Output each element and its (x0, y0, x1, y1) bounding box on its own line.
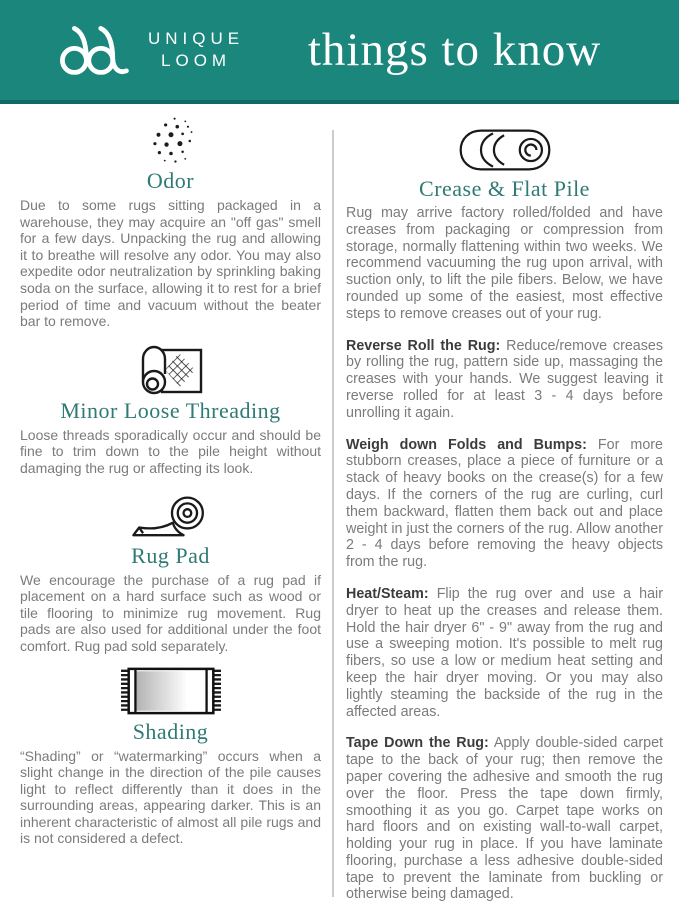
rolled-rug-side-icon (452, 126, 558, 174)
rug-pad-body: We encourage the purchase of a rug pad if placement on a hard surface such as wood or tile flooring to minimize rug movement. Rug pads are also used for additional under the foot comfort. Rug pad sold separately. (20, 571, 321, 654)
crease-flat-pile-section (346, 126, 663, 323)
odor-section (20, 116, 321, 330)
loose-threading-heading: Minor Loose Threading (60, 397, 281, 423)
shading-body: “Shading” or “watermarking” occurs when a slight change in the direction of the pile causes light to reflect differently than it does in the surrounding areas, appearing darker. This is an inherent characteristic of almost all pile rugs and is not considered a defect. (20, 747, 321, 847)
left-column (20, 116, 321, 903)
tip-reverse-roll (346, 338, 663, 422)
odor-dots-icon (143, 116, 199, 166)
shading-section (20, 665, 321, 848)
shaded-rug-icon (121, 665, 221, 717)
tip-weigh-down-label: Weigh down Folds and Bumps: (346, 436, 587, 453)
brand-line1: UNIQUE (148, 28, 245, 48)
tip-weigh-down (346, 437, 663, 571)
rolled-rug-crosshatch-icon (134, 340, 208, 396)
tip-reverse-roll-body: Reduce/remove creases by rolling the rug, pattern side up, massaging the creases with your hands. We suggest leaving it reverse rolled for at least 3 - 4 days before unrolling it again. (346, 337, 663, 421)
crease-flat-pile-body: Rug may arrive factory rolled/folded and have creases from packaging or compression from storage, normally flattening within two weeks. We recommend vacuuming the rug upon arrival, with suction only, to lift the pile fibers. Below, we have rounded up some of the easiest, most effective steps to remove creases out of your rug. (346, 205, 663, 322)
shading-heading: Shading (132, 718, 209, 744)
odor-heading: Odor (146, 168, 195, 193)
loose-threading-body: Loose threads sporadically occur and should be fine to trim down to the pile height without damaging the rug or affecting its look. (20, 426, 321, 476)
brand-line2: LOOM (161, 51, 232, 70)
tip-tape-down-label: Tape Down the Rug: (346, 735, 489, 752)
loose-threading-section (20, 340, 321, 477)
rug-pad-section (20, 487, 321, 655)
brand-name (148, 28, 244, 72)
unique-loom-logo-icon (56, 21, 136, 79)
tip-heat-steam-label: Heat/Steam: (346, 585, 429, 602)
page-title: things to know (307, 24, 602, 76)
brand-logo (56, 21, 244, 79)
odor-body: Due to some rugs sitting packaged in a warehouse, they may acquire an "off gas" smell for a few days. Unpacking the rug and allowing it to breathe will resolve any odor. You may also expedite odor neutralization by sprinkling baking soda on the surface, allowing it to rest for a brief period of time and vacuum without the beater bar to remove. (20, 197, 321, 330)
tip-tape-down (346, 735, 663, 903)
tip-tape-down-body: Apply double-sided carpet tape to the back of your rug; then remove the paper covering the adhesive and smooth the rug over the floor. Press the tape down firmly, smoothing it as you go. Carpet tape works on hard floors and on existing wall-to-wall carpet, holding your rug in place. If you have laminate flooring, purchase a less adhesive double-sided tape to prevent the laminate from buckling or otherwise being damaged. (346, 735, 663, 903)
tip-heat-steam (346, 586, 663, 720)
header (0, 0, 679, 104)
crease-flat-pile-heading: Crease & Flat Pile (419, 176, 590, 201)
rug-pad-roll-icon (124, 487, 218, 541)
rug-pad-heading: Rug Pad (131, 542, 210, 568)
right-column (346, 116, 663, 903)
column-divider (332, 130, 334, 897)
tip-heat-steam-body: Flip the rug over and use a hair dryer to heat up the creases and release them. Hold the hair dryer 6" - 9" away from the rug and use a sweeping motion. It's possible to melt rug fibers, so use a low or medium heat setting and keep the hair dryer moving. Or you may also lightly steaming the backside of the rug in the affected areas. (346, 585, 663, 720)
tip-weigh-down-body: For more stubborn creases, place a piece of furniture or a stack of heavy books on the crease(s) for a few days. If the corners of the rug are curling, curl them backward, flatten them back out and place weight in just the corners of the rug. Allow another 2 - 4 days before removing the heavy objects from the rug. (346, 436, 663, 571)
tip-reverse-roll-label: Reverse Roll the Rug: (346, 337, 501, 354)
content-columns (0, 104, 679, 903)
